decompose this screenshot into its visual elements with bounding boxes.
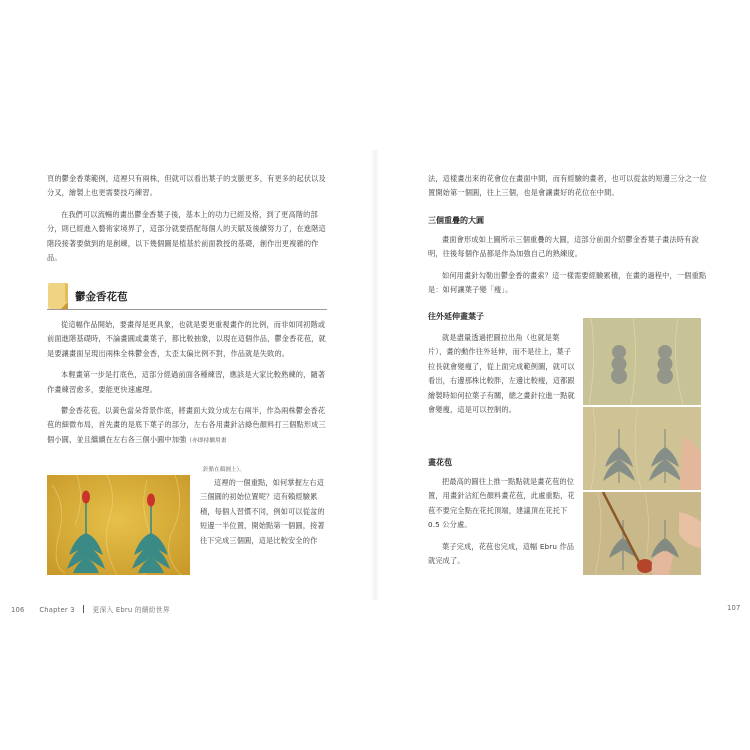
paragraph: 從這幅作品開始，要畫得是更具象，也就是要更重視畫作的比例，而非如同初階或前面進階基礎時，不論畫圓或畫葉子，都比較抽象，以現在這個作品，鬱金香花苞，就是要讓畫面呈現出兩株全株鬱金香，太歪太偏比例不對，作品就是失敗的。 [47, 320, 326, 358]
right-h3-text [428, 475, 576, 575]
book-tab-icon [48, 283, 68, 309]
step-photo-circles [583, 318, 701, 405]
sub-heading-draw-bud: 畫花苞 [428, 458, 452, 467]
sub-heading-overlapping-circles: 三個重疊的大圓 [428, 216, 484, 225]
tulip-bud-artwork-drawing [47, 475, 190, 575]
wrap-text [200, 476, 327, 555]
small-note: （亦即持續用畫 [186, 437, 227, 444]
paragraph: 葉子完成，花苞也完成，這幅 Ebru 作品就完成了。 [428, 541, 575, 566]
chapter-label: Chapter 3 [39, 606, 75, 614]
left-intro-text [47, 172, 327, 272]
separator [83, 605, 84, 613]
right-footer [727, 604, 741, 612]
step-photo-leaves-drawing [583, 407, 701, 490]
section-heading [47, 283, 327, 310]
sub-heading-extend-leaves: 往外延伸畫葉子 [428, 312, 484, 321]
paragraph: 法，這樣畫出來的花會位在畫面中間，而有經驗的畫者，也可以從盆的短邊三分之一位置開始第一個圓，往上三個，也是會讓畫好的花位在中間。 [428, 174, 707, 198]
step-photo-circles-drawing [583, 318, 701, 405]
section-title: 鬱金香花苞 [75, 291, 128, 303]
step-photo-leaves [583, 407, 701, 490]
left-footer [11, 604, 170, 614]
paragraph: 本輕畫第一步是打底色，這部分經過前面各種練習，應該是大家比較熟練的，隨著作畫練習愈多，要能更快速處理。 [47, 370, 326, 394]
paragraph: 在我們可以流暢的畫出鬱金香葉子後，基本上的功力已經及格，到了更高階的部分，則已經進入藝術家境界了，這部分就要搭配每個人的天賦及後續努力了，在進階這階段接著要做到的是創練，以下幾個圖是植基於前面教授的基礎，創作出更複雜的作品。 [47, 209, 326, 263]
paragraph [47, 404, 327, 448]
right-h2-text [428, 331, 576, 424]
paragraph: 畫面會形成如上圖所示三個重疊的大圓，這部分前面介紹鬱金香葉子畫法時有說明，往後每個作品都是作為加強自己的熟練度。 [428, 235, 699, 259]
step-photo-bud [583, 492, 701, 575]
paragraph: 如何用畫針勾勒出鬱金香的畫索？這一樣需要經驗累積，在畫的過程中，一個重點是：如何讓葉子變「瘦」。 [428, 270, 707, 295]
chapter-title: 更深入 Ebru 的繽紛世界 [92, 606, 170, 614]
right-page [375, 0, 750, 750]
right-h1-text [428, 233, 708, 305]
paragraph-text: 鬱金香花苞，以黃色當朵背景作底，將畫面大致分成左右兩半，作為兩株鬱金香花苞的細微布局，首先畫的是底下葉子的部分，左右各用畫針沾綠色顏料打三個點形成三個小圓，並且繼續在左右各三個小圓中加強 [47, 406, 326, 444]
step-photo-bud-drawing [583, 492, 701, 575]
paragraph: 把最高的圓往上推一點點就是畫花苞的位置，用畫針沾紅色顏料畫花苞，此處重點，花苞不要完全點在花托頂端，建議頂在花托下 0.5 公分處。 [428, 477, 575, 530]
paragraph: 這裡的一個重點，如何掌握左右這三個圓的初始位置呢？這有賴經驗累積，每個人習慣不同，例如可以從盆的短邊一半位置，開始點第一個圓，接著往下完成三個圓，這是比較安全的作 [200, 478, 325, 545]
small-note-continuation: 針點在顏圓上）。 [203, 467, 245, 473]
tulip-bud-artwork [47, 475, 190, 575]
right-intro-text [428, 172, 708, 208]
page-number: 106 [11, 606, 25, 614]
page-number: 107 [727, 604, 741, 612]
paragraph: 就是盡量透過把圓拉出角（也就是葉片），畫的動作往外延伸，而不是往上，葉子拉長就會變瘦了，從上面完成範例圖，就可以看出，右邊那株比較胖，左邊比較瘦，這都跟繪製時如何拉葉子有關，總之畫針拉進一點就會變瘦，這是可以控制的。 [428, 333, 575, 415]
left-section-text [47, 318, 327, 448]
paragraph: 頁的鬱金香葉範例，這裡只有兩株，但就可以看出葉子的支脈更多，有更多的起伏以及分叉，繪製上也更需要技巧練習。 [47, 174, 326, 198]
